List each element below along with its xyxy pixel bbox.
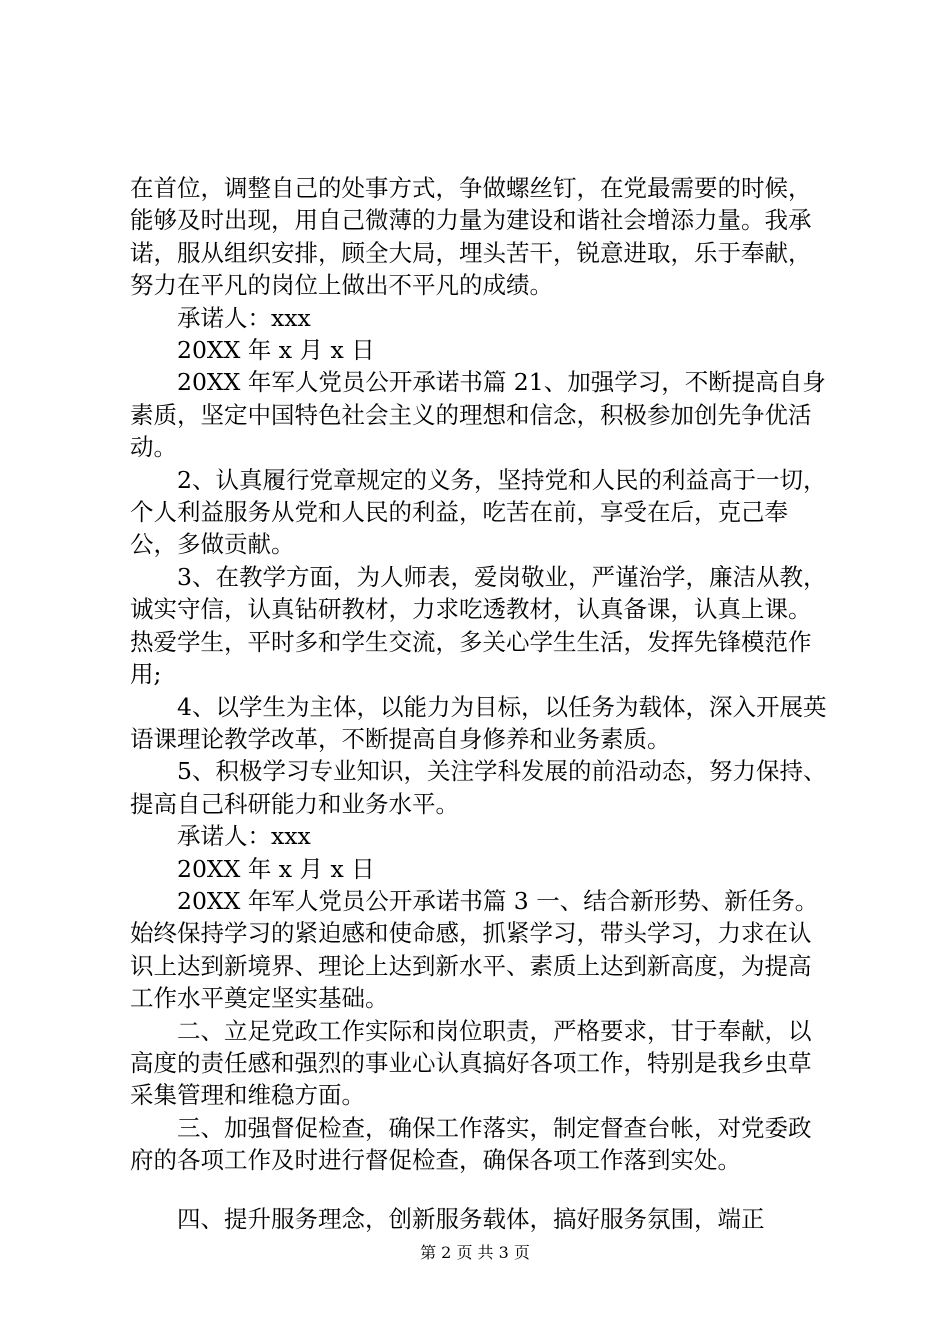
paragraph-section-2-item-5: 5、积极学习专业知识，关注学科发展的前沿动态，努力保持、提高自己科研能力和业务水平。	[130, 757, 827, 818]
paragraph-section-3-item-4: 四、提升服务理念，创新服务载体，搞好服务氛围，端正	[177, 1204, 765, 1233]
paragraph-section-2-item-4: 4、以学生为主体，以能力为目标，以任务为载体，深入开展英语课理论教学改革，不断提高自身修养和业务素质。	[130, 692, 827, 753]
paragraph-section-2-item-3: 3、在教学方面，为人师表，爱岗敬业，严谨治学，廉洁从教，诚实守信，认真钻研教材，力求吃透教材，认真备课，认真上课。热爱学生，平时多和学生交流，多关心学生生活，发挥先锋模范作用;	[130, 562, 827, 689]
page-footer: 第 2 页 共 3 页	[420, 1243, 530, 1262]
signatory-line: 承诺人：xxx	[177, 303, 311, 332]
paragraph-section-3-item-3: 三、加强督促检查，确保工作落实，制定督查台帐，对党委政府的各项工作及时进行督促检查，确保各项工作落到实处。	[130, 1113, 812, 1175]
signatory-line: 承诺人：xxx	[177, 822, 311, 851]
paragraph-section-3-item-1: 20XX 年军人党员公开承诺书篇 3 一、结合新形势、新任务。始终保持学习的紧迫感和使命感，抓紧学习，带头学习，力求在认识上达到新境界、理论上达到新水平、素质上达到新高度，为提高工作水平奠定坚实基础。	[130, 886, 819, 1013]
paragraph-section-2-item-2: 2、认真履行党章规定的义务，坚持党和人民的利益高于一切，个人利益服务从党和人民的利益，吃苦在前，享受在后，克己奉公，多做贡献。	[130, 465, 827, 559]
date-line: 20XX 年 x 月 x 日	[177, 854, 375, 883]
paragraph-section-3-item-2: 二、立足党政工作实际和岗位职责，严格要求，甘于奉献，以高度的责任感和强烈的事业心认真搞好各项工作，特别是我乡虫草采集管理和维稳方面。	[130, 1016, 812, 1110]
paragraph-section-2-item-1: 20XX 年军人党员公开承诺书篇 21、加强学习，不断提高自身素质，坚定中国特色社会主义的理想和信念，积极参加创先争优活动。	[130, 368, 826, 462]
paragraph-continuation: 在首位，调整自己的处事方式，争做螺丝钉，在党最需要的时候，能够及时出现，用自己微薄的力量为建设和谐社会增添力量。我承诺，服从组织安排，顾全大局，埋头苦干，锐意进取，乐于奉献，努力在平凡的岗位上做出不平凡的成绩。	[130, 174, 812, 300]
document-body	[130, 172, 830, 1235]
date-line: 20XX 年 x 月 x 日	[177, 336, 375, 365]
